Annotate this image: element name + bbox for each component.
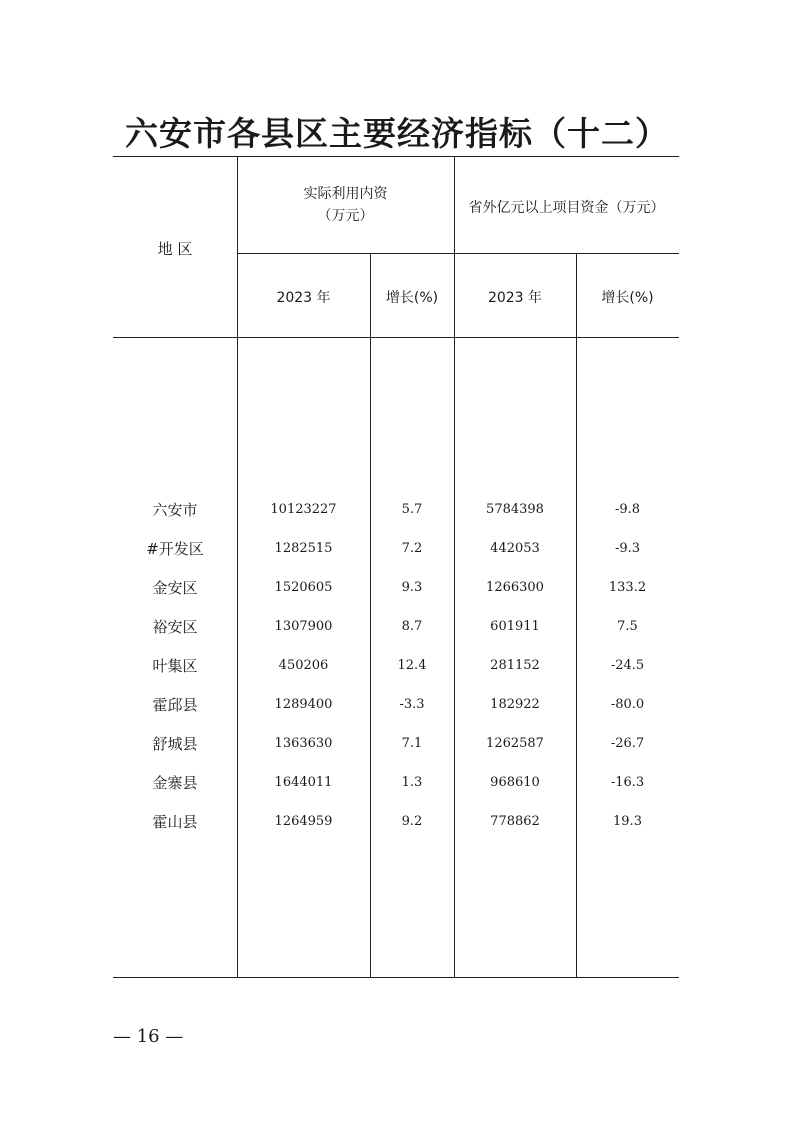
row-region: 金安区: [152, 579, 198, 597]
row-value-domestic: 10123227: [270, 502, 337, 517]
row-growth-outside: -80.0: [610, 697, 645, 712]
row-region: 舒城县: [152, 735, 198, 753]
row-growth-domestic: 12.4: [397, 658, 427, 673]
row-value-domestic: 1520605: [274, 580, 333, 595]
row-value-domestic: 1264959: [274, 814, 333, 829]
row-value-domestic: 1644011: [274, 775, 333, 790]
row-value-outside: 182922: [490, 697, 540, 712]
header-growth-1: 增长(%): [385, 290, 439, 306]
row-growth-outside: 7.5: [617, 619, 638, 634]
header-group1-line2: （万元）: [317, 208, 374, 224]
row-value-domestic: 1289400: [274, 697, 333, 712]
row-growth-outside: 133.2: [608, 580, 647, 595]
header-region: 地 区: [157, 240, 193, 258]
row-value-outside: 1266300: [486, 580, 544, 595]
row-value-outside: 5784398: [486, 502, 544, 517]
header-group2: 省外亿元以上项目资金（万元）: [468, 200, 665, 216]
header-year-1: 2023 年: [276, 290, 331, 306]
row-value-domestic: 1363630: [274, 736, 333, 751]
col-divider-growth2: [576, 253, 577, 978]
row-growth-domestic: 5.7: [401, 502, 423, 517]
page-number: — 16 —: [113, 1026, 184, 1047]
table-top-rule: [113, 156, 679, 157]
row-value-outside: 968610: [490, 775, 540, 790]
header-year-2: 2023 年: [487, 290, 543, 306]
row-region: 六安市: [152, 501, 198, 519]
row-growth-domestic: -3.3: [399, 697, 425, 712]
header-group1: [237, 183, 454, 227]
col-divider-group2: [454, 156, 455, 978]
row-growth-domestic: 7.1: [401, 736, 423, 751]
table-bottom-rule: [113, 977, 679, 978]
row-value-outside: 442053: [490, 541, 540, 556]
row-region: #开发区: [146, 540, 204, 558]
row-value-outside: 601911: [490, 619, 540, 634]
row-growth-domestic: 8.7: [401, 619, 423, 634]
header-bottom-rule: [113, 337, 679, 338]
row-value-domestic: 1307900: [274, 619, 333, 634]
row-growth-domestic: 7.2: [401, 541, 423, 556]
row-growth-domestic: 9.2: [401, 814, 423, 829]
row-growth-outside: -9.3: [614, 541, 641, 556]
header-group1-line1: 实际利用内资: [303, 186, 388, 202]
row-region: 霍山县: [152, 813, 198, 831]
row-value-outside: 778862: [490, 814, 540, 829]
row-growth-outside: -26.7: [610, 736, 645, 751]
row-value-outside: 281152: [490, 658, 540, 673]
row-growth-domestic: 9.3: [401, 580, 423, 595]
row-growth-outside: -16.3: [610, 775, 645, 790]
row-growth-domestic: 1.3: [401, 775, 423, 790]
row-growth-outside: 19.3: [613, 814, 642, 829]
row-value-outside: 1262587: [486, 736, 544, 751]
row-region: 金寨县: [152, 774, 198, 792]
header-growth-2: 增长(%): [601, 290, 654, 306]
col-divider-growth1: [370, 253, 371, 978]
row-value-domestic: 1282515: [274, 541, 333, 556]
header-mid-rule: [237, 253, 679, 254]
page-title: 六安市各县区主要经济指标（十二）: [125, 114, 669, 153]
row-region: 叶集区: [152, 657, 198, 675]
row-growth-outside: -24.5: [610, 658, 645, 673]
row-region: 霍邱县: [152, 696, 198, 714]
indicator-table: [113, 156, 679, 978]
col-divider-region: [237, 156, 238, 978]
row-value-domestic: 450206: [278, 658, 329, 673]
row-growth-outside: -9.8: [614, 502, 641, 517]
row-region: 裕安区: [152, 618, 198, 636]
